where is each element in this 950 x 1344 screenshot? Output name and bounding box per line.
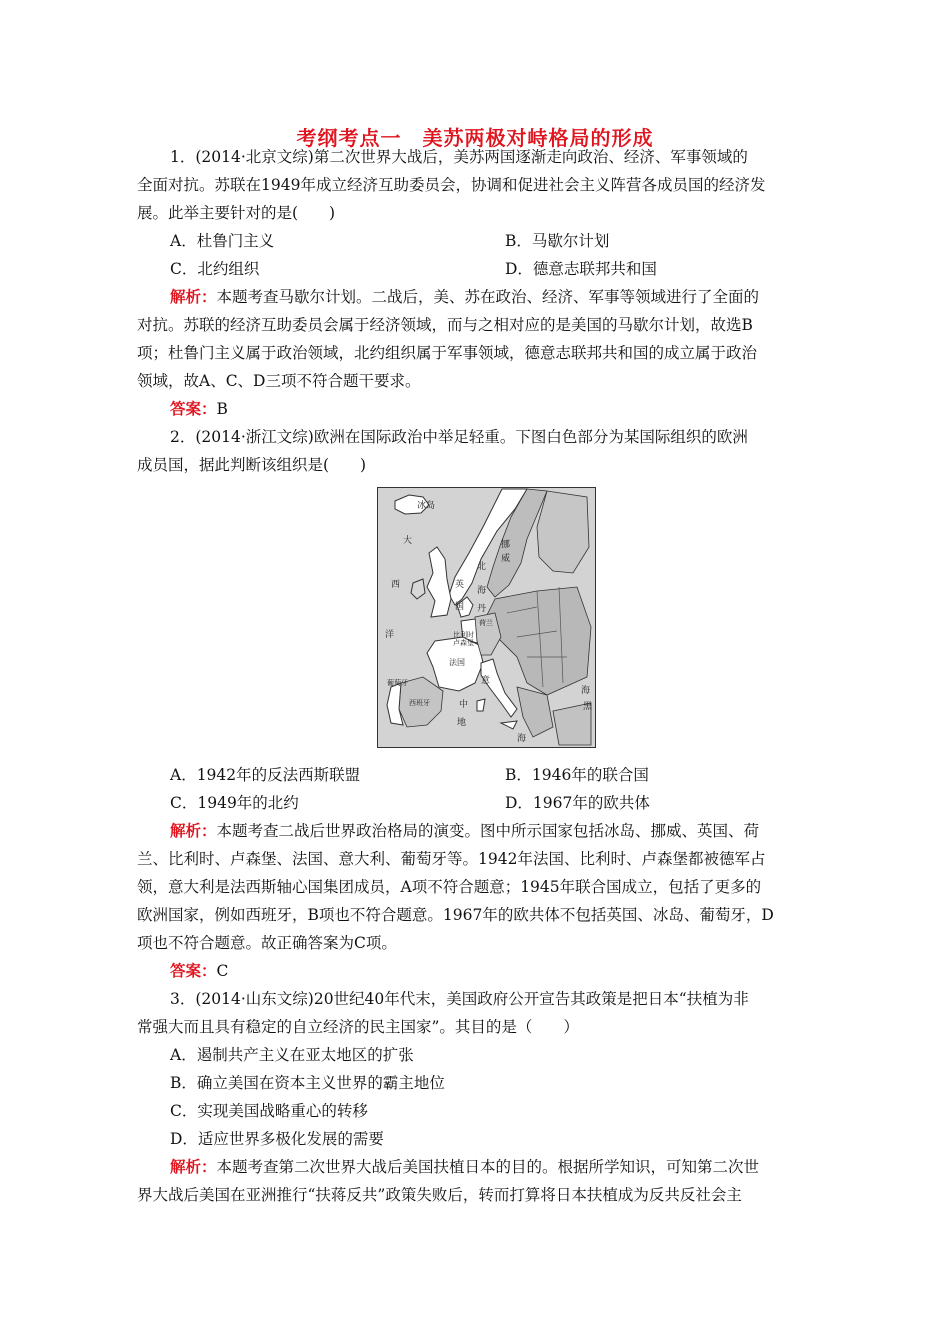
q1-option-d: D．德意志联邦共和国 [505, 260, 657, 278]
map-label-atlantic-3: 洋 [385, 630, 395, 640]
q3-option-a: A．遏制共产主义在亚太地区的扩张 [170, 1046, 414, 1064]
europe-map [377, 487, 596, 748]
q1-option-b: B．马歇尔计划 [505, 232, 610, 250]
q1-analysis-line-3: 项；杜鲁门主义属于政治领域，北约组织属于军事领域，德意志联邦共和国的成立属于政治 [137, 344, 758, 362]
section-title: 考纲考点一 美苏两极对峙格局的形成 [296, 126, 654, 150]
q2-analysis-line-3: 领，意大利是法西斯轴心国集团成员，A项不符合题意；1945年联合国成立，包括了更多的 [137, 878, 762, 896]
q1-line-3: 展。此举主要针对的是( ) [137, 204, 336, 222]
map-label-north-sea-2: 海 [477, 586, 487, 596]
map-label-med-2: 地 [457, 718, 467, 728]
q1-option-c: C．北约组织 [170, 260, 260, 278]
q1-analysis-text-1: 本题考查马歇尔计划。二战后，美、苏在政治、经济、军事等领域进行了全面的 [216, 288, 760, 306]
q3-analysis-line-1 [170, 1157, 759, 1177]
q3-option-b: B．确立美国在资本主义世界的霸主地位 [170, 1074, 445, 1092]
q2-answer-value: C [216, 962, 229, 980]
q3-analysis-line-2: 界大战后美国在亚洲推行“扶蒋反共”政策失败后，转而打算将日本扶植成为反共反社会主 [137, 1186, 742, 1204]
map-label-black-sea-1: 海 [581, 686, 591, 696]
q3-option-d: D．适应世界多极化发展的需要 [170, 1130, 384, 1148]
q2-option-c: C．1949年的北约 [170, 794, 299, 812]
map-label-uk-1: 英 [455, 580, 465, 590]
q2-option-b: B．1946年的联合国 [505, 766, 649, 784]
q2-analysis-line-2: 兰、比利时、卢森堡、法国、意大利、葡萄牙等。1942年法国、比利时、卢森堡都被德军占 [137, 850, 766, 868]
map-label-iceland: 冰岛 [417, 501, 436, 511]
q2-analysis-line-1 [170, 821, 759, 841]
map-label-netherlands: 荷兰 [479, 619, 493, 627]
q2-analysis-line-4: 欧洲国家，例如西班牙，B项也不符合题意。1967年的欧共体不包括英国、冰岛、葡萄牙，D [137, 906, 774, 924]
map-label-norway-2: 威 [501, 554, 511, 564]
map-label-atlantic-2: 西 [391, 580, 401, 590]
q2-analysis-line-5: 项也不符合题意。故正确答案为C项。 [137, 934, 397, 952]
q1-answer-value: B [216, 400, 228, 418]
map-label-belgium: 比利时 [453, 631, 474, 639]
q2-answer [170, 961, 228, 981]
map-label-luxembourg: 卢森堡 [453, 639, 474, 647]
q3-option-c: C．实现美国战略重心的转移 [170, 1102, 368, 1120]
map-label-norway-1: 挪 [501, 540, 511, 550]
map-label-italy: 意 [481, 676, 491, 686]
q1-analysis-line-2: 对抗。苏联的经济互助委员会属于经济领域，而与之相对应的是美国的马歇尔计划，故选B [137, 316, 753, 334]
q1-answer [170, 399, 228, 419]
q1-analysis-line-1 [170, 287, 759, 307]
q2-analysis-text-1: 本题考查二战后世界政治格局的演变。图中所示国家包括冰岛、挪威、英国、荷 [216, 822, 760, 840]
map-label-france: 法国 [449, 658, 465, 667]
q2-line-2: 成员国，据此判断该组织是( ) [137, 456, 367, 474]
q1-analysis-line-4: 领域，故A、C、D三项不符合题干要求。 [137, 372, 421, 390]
q3-analysis-text-1: 本题考查第二次世界大战后美国扶植日本的目的。根据所学知识，可知第二次世 [216, 1158, 760, 1176]
q2-option-d: D．1967年的欧共体 [505, 794, 650, 812]
map-label-black-sea-2: 黑 [583, 702, 593, 712]
q2-analysis-label: 解析： [170, 821, 217, 840]
q3-line-2: 常强大而且具有稳定的自立经济的民主国家”。其目的是（ ） [137, 1018, 579, 1036]
q1-analysis-label: 解析： [170, 287, 217, 306]
q1-line-1: 1．(2014·北京文综)第二次世界大战后，美苏两国逐渐走向政治、经济、军事领域的 [170, 148, 748, 166]
q2-line-1: 2．(2014·浙江文综)欧洲在国际政治中举足轻重。下图白色部分为某国际组织的欧洲 [170, 428, 748, 446]
map-label-north-sea-1: 北 [477, 562, 487, 572]
map-label-atlantic-1: 大 [403, 536, 413, 546]
q1-option-a: A．杜鲁门主义 [170, 232, 275, 250]
map-label-med-1: 中 [459, 700, 469, 710]
map-label-denmark: 丹 [477, 604, 487, 614]
q2-answer-label: 答案： [170, 961, 217, 980]
q1-line-2: 全面对抗。苏联在1949年成立经济互助委员会，协调和促进社会主义阵营各成员国的经济发 [137, 176, 766, 194]
q2-option-a: A．1942年的反法西斯联盟 [170, 766, 361, 784]
map-label-uk-2: 国 [455, 602, 465, 612]
q3-analysis-label: 解析： [170, 1157, 217, 1176]
map-label-med-3: 海 [517, 734, 527, 744]
map-label-portugal: 葡萄牙 [387, 679, 408, 687]
q3-line-1: 3．(2014·山东文综)20世纪40年代末，美国政府公开宣告其政策是把日本“扶植为非 [170, 990, 749, 1008]
map-label-spain: 西班牙 [409, 699, 430, 707]
q1-answer-label: 答案： [170, 399, 217, 418]
